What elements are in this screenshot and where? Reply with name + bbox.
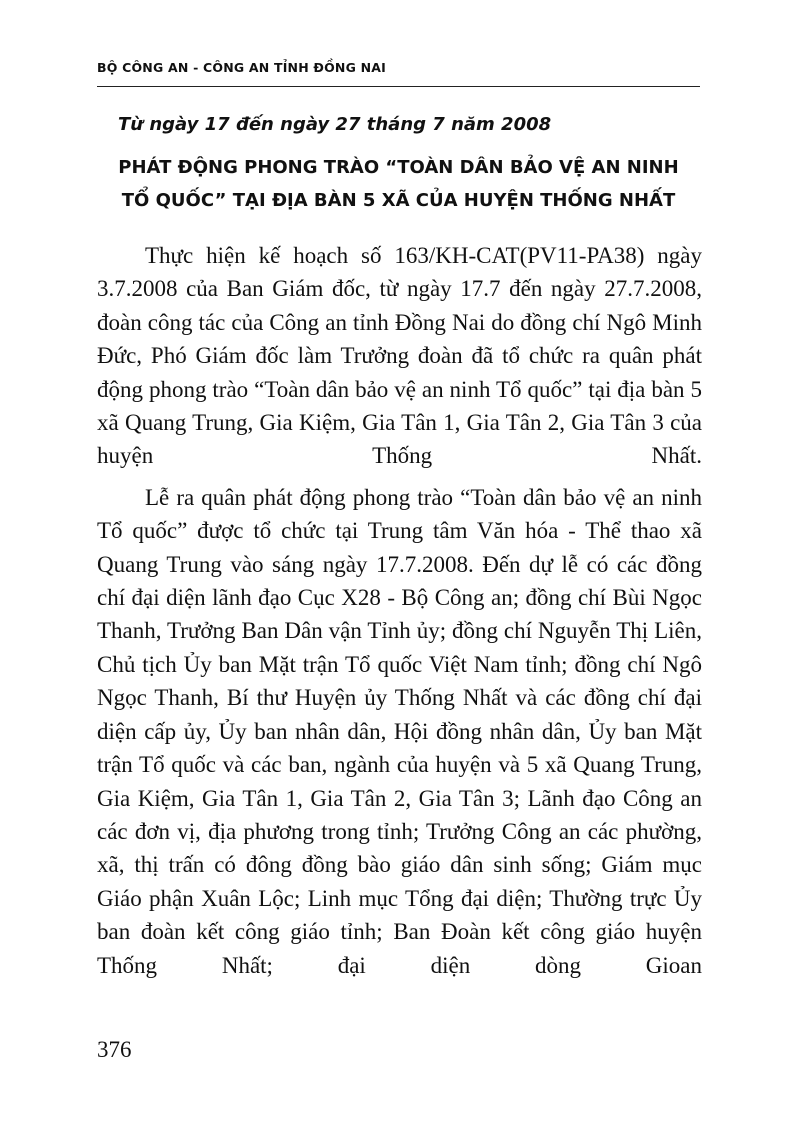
page-number: 376 bbox=[97, 1037, 132, 1062]
article-title-line-2: TỔ QUỐC” TẠI ĐỊA BÀN 5 XÃ CỦA HUYỆN THỐNG NHẤT bbox=[121, 190, 676, 211]
header-divider bbox=[97, 86, 700, 87]
body-paragraph-2: Lễ ra quân phát động phong trào “Toàn dân bảo vệ an ninh Tổ quốc” được tổ chức tại Trung tâm Văn hóa - Thể thao xã Quang Trung vào sáng ngày 17.7.2008. Đến dự lễ có các đồng chí đại diện lãnh đạo Cục X28 - Bộ Công an; đồng chí Bùi Ngọc Thanh, Trưởng Ban Dân vận Tỉnh ủy; đồng chí Nguyễn Thị Liên, Chủ tịch Ủy ban Mặt trận Tổ quốc Việt Nam tỉnh; đồng chí Ngô Ngọc Thanh, Bí thư Huyện ủy Thống Nhất và các đồng chí đại diện cấp ủy, Ủy ban nhân dân, Hội đồng nhân dân, Ủy ban Mặt trận Tổ quốc và các ban, ngành của huyện và 5 xã Quang Trung, Gia Kiệm, Gia Tân 1, Gia Tân 2, Gia Tân 3; Lãnh đạo Công an các đơn vị, địa phương trong tỉnh; Trưởng Công an các phường, xã, thị trấn có đông đồng bào giáo dân sinh sống; Giám mục Giáo phận Xuân Lộc; Linh mục Tổng đại diện; Thường trực Ủy ban đoàn kết công giáo tỉnh; Ban Đoàn kết công giáo huyện Thống Nhất; đại diện dòng Gioan bbox=[97, 484, 702, 978]
body-paragraph-1: Thực hiện kế hoạch số 163/KH-CAT(PV11-PA38) ngày 3.7.2008 của Ban Giám đốc, từ ngày 17.7 đến ngày 27.7.2008, đoàn công tác của Công an tỉnh Đồng Nai do đồng chí Ngô Minh Đức, Phó Giám đốc làm Trưởng đoàn đã tổ chức ra quân phát động phong trào “Toàn dân bảo vệ an ninh Tổ quốc” tại địa bàn 5 xã Quang Trung, Gia Kiệm, Gia Tân 1, Gia Tân 2, Gia Tân 3 của huyện Thống Nhất. bbox=[97, 243, 702, 469]
article-body bbox=[97, 239, 702, 982]
article-date: Từ ngày 17 đến ngày 27 tháng 7 năm 2008 bbox=[118, 114, 552, 135]
running-header: BỘ CÔNG AN - CÔNG AN TỈNH ĐỒNG NAI bbox=[97, 60, 386, 75]
article-title-line-1: PHÁT ĐỘNG PHONG TRÀO “TOÀN DÂN BẢO VỆ AN NINH bbox=[118, 157, 679, 178]
article-title bbox=[97, 151, 700, 217]
